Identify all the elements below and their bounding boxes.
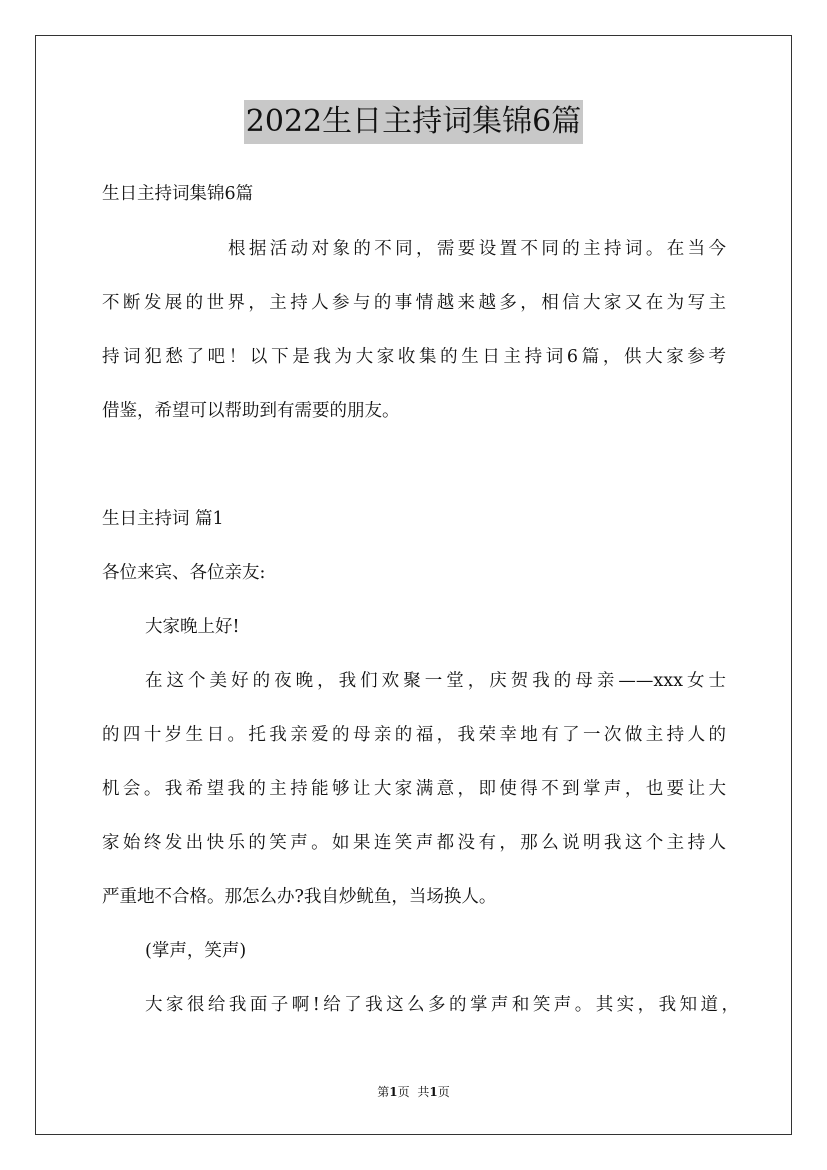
page-footer: [0, 1084, 827, 1100]
body-line-9: 大家很给我面子啊!给了我这么多的掌声和笑声。其实，我知道，: [145, 995, 739, 1015]
section-heading: 生日主持词 篇1: [102, 509, 224, 529]
intro-line-3: 持词犯愁了吧！以下是我为大家收集的生日主持词6篇，供大家参考: [102, 347, 726, 367]
intro-line-4: 借鉴，希望可以帮助到有需要的朋友。: [102, 401, 400, 421]
footer-page-total: 1: [429, 1085, 438, 1099]
footer-page-prefix: 第: [377, 1085, 390, 1099]
footer-total-suffix: 页: [437, 1085, 450, 1099]
intro-line-1: 根据活动对象的不同，需要设置不同的主持词。在当今: [228, 239, 726, 259]
document-title: 2022生日主持词集锦6篇: [244, 100, 583, 144]
body-line-1: 各位来宾、各位亲友:: [102, 563, 266, 583]
footer-total-prefix: 共: [417, 1085, 430, 1099]
body-line-2: 大家晚上好!: [145, 617, 240, 637]
body-line-3: 在这个美好的夜晚，我们欢聚一堂，庆贺我的母亲——xxx女士: [145, 671, 726, 691]
body-line-8: (掌声，笑声): [145, 941, 247, 961]
title-wrapper: [0, 100, 827, 144]
footer-page-suffix: 页: [397, 1085, 410, 1099]
body-line-7: 严重地不合格。那怎么办?我自炒鱿鱼，当场换人。: [102, 887, 497, 907]
body-line-4: 的四十岁生日。托我亲爱的母亲的福，我荣幸地有了一次做主持人的: [102, 725, 726, 745]
footer-page-current: 1: [389, 1085, 398, 1099]
body-line-6: 家始终发出快乐的笑声。如果连笑声都没有，那么说明我这个主持人: [102, 833, 726, 853]
subtitle: 生日主持词集锦6篇: [102, 184, 254, 204]
intro-line-2: 不断发展的世界，主持人参与的事情越来越多，相信大家又在为写主: [102, 293, 726, 313]
body-line-5: 机会。我希望我的主持能够让大家满意，即使得不到掌声，也要让大: [102, 779, 726, 799]
